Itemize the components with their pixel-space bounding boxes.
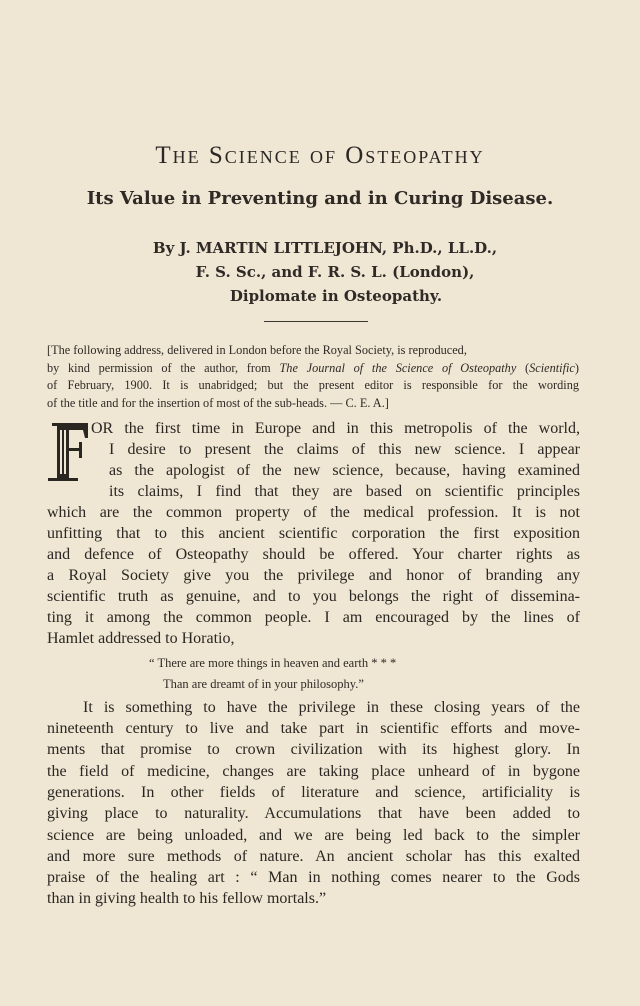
body-line: giving place to naturality. Accumulations that have been added to xyxy=(47,805,580,822)
byline-diploma: Diplomate in Osteopathy. xyxy=(229,287,443,305)
byline-credentials: F. S. Sc., and F. R. S. L. (London), xyxy=(195,263,475,281)
article-subtitle: Its Value in Preventing and in Curing Disease. xyxy=(86,188,554,209)
body-line: scientific truth as genuine, and to you belongs the right of dissemina- xyxy=(47,588,580,605)
editor-note-line: of February, 1900. It is unabridged; but the present editor is responsible for the wording xyxy=(47,378,579,392)
article-title: The Science of Osteopathy xyxy=(155,142,485,169)
body-line: praise of the healing art : “ Man in nothing comes nearer to the Gods xyxy=(47,869,580,886)
editor-note-line: [The following address, delivered in London before the Royal Society, is reproduced, xyxy=(47,343,467,357)
body-line: science are being unloaded, and we are being led back to the simpler xyxy=(47,827,580,844)
body-line: unfitting that to this ancient scientific corporation the first exposition xyxy=(47,525,580,542)
hamlet-quote-line: Than are dreamt of in your philosophy.” xyxy=(163,677,364,691)
body-line: It is something to have the privilege in these closing years of the xyxy=(83,699,580,716)
body-line: its claims, I find that they are based on scientific principles xyxy=(109,483,580,500)
body-line: and more sure methods of nature. An ancient scholar has this exalted xyxy=(47,848,580,865)
body-line: which are the common property of the medical profession. It is not xyxy=(47,504,580,521)
drop-cap-text: F xyxy=(72,480,73,481)
editor-note-text: by kind permission of the author, from xyxy=(47,360,280,375)
body-line: ments that promise to crown civilization with its highest glory. In xyxy=(47,741,580,758)
body-line: generations. In other fields of literature and science, artificiality is xyxy=(47,784,580,801)
journal-title: The Journal of the Science of Osteopathy xyxy=(279,360,517,375)
body-line: nineteenth century to live and take part in scientific efforts and move- xyxy=(47,720,580,737)
body-line: Hamlet addressed to Horatio, xyxy=(47,630,235,647)
drop-cap-letter xyxy=(48,422,90,482)
body-line: OR the first time in Europe and in this metropolis of the world, xyxy=(91,420,580,437)
body-line: than in giving health to his fellow mortals.” xyxy=(47,890,327,907)
body-line: I desire to present the claims of this new science. I appear xyxy=(109,441,580,458)
body-line: a Royal Society give you the privilege and honor of branding any xyxy=(47,567,580,584)
byline-author: By J. MARTIN LITTLEJOHN, Ph.D., LL.D., xyxy=(152,239,498,257)
body-line: as the apologist of the new science, because, having examined xyxy=(109,462,580,479)
editor-note-text: ) xyxy=(574,360,580,375)
title-divider xyxy=(264,321,368,322)
editor-note-line xyxy=(47,360,579,378)
editor-note-line: of the title and for the insertion of most of the sub-heads. — C. E. A.] xyxy=(47,395,389,410)
editor-note-text: ( xyxy=(516,360,530,375)
body-line: and defence of Osteopathy should be offered. Your charter rights as xyxy=(47,546,580,563)
body-line: the field of medicine, changes are taking place unheard of in bygone xyxy=(47,763,580,780)
body-line: ting it among the common people. I am encouraged by the lines of xyxy=(47,609,580,626)
journal-subtitle: Scientific xyxy=(529,360,575,375)
hamlet-quote-line: “ There are more things in heaven and earth * * * xyxy=(149,656,397,670)
